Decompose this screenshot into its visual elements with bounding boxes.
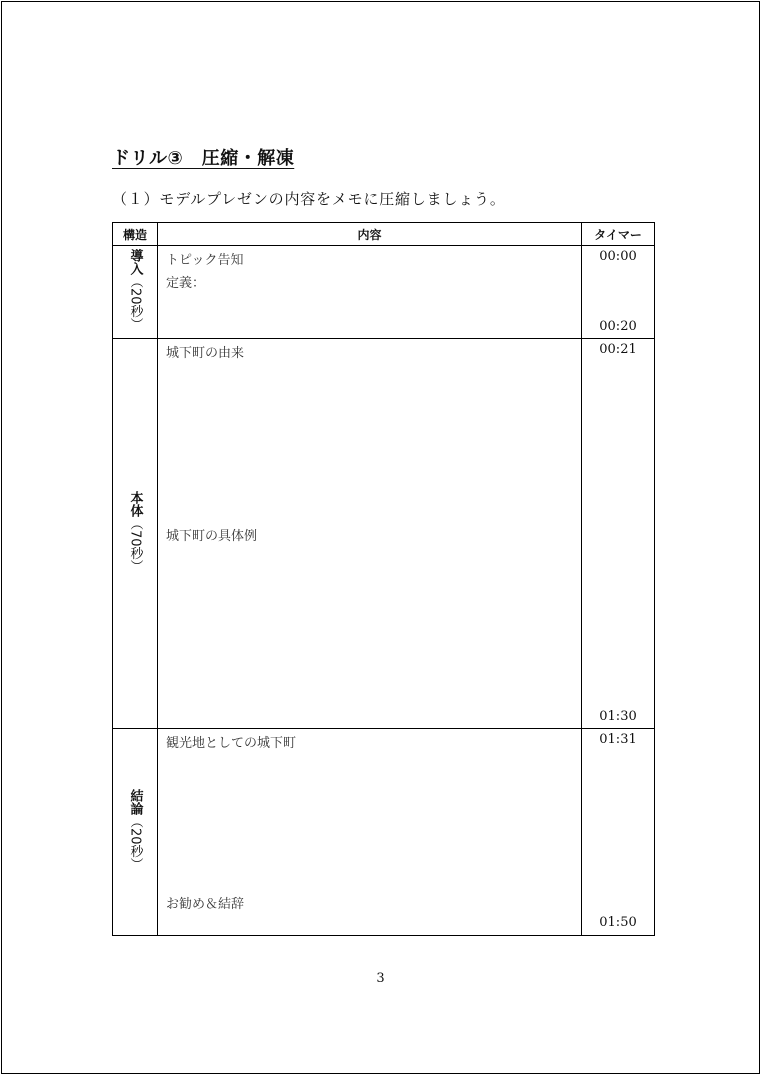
structure-duration: （70秒） (127, 516, 143, 573)
timer-start: 00:00 (599, 249, 637, 264)
content-item-examples: 城下町の具体例 (166, 529, 258, 544)
structure-duration: （20秒） (127, 815, 143, 871)
page-number: 3 (376, 971, 385, 986)
header-content: 内容 (158, 223, 582, 246)
content-cell[interactable] (158, 246, 582, 339)
structure-cell (113, 729, 158, 936)
structure-name: 本体 (127, 490, 143, 517)
structure-duration: （20秒） (127, 275, 143, 331)
structure-label-introduction (129, 249, 142, 331)
table-header-row (113, 223, 655, 246)
structure-name: 導入 (127, 249, 143, 276)
table-row-body (113, 339, 655, 729)
timer-start: 01:31 (599, 732, 637, 747)
section-heading: （１）モデルプレゼンの内容をメモに圧縮しましょう。 (112, 190, 506, 208)
content-item-definition: 定義： (166, 276, 206, 291)
structure-name: 結論 (127, 789, 143, 816)
timer-cell (582, 246, 655, 339)
drill-title: ドリル③ 圧縮・解凍 (112, 148, 295, 169)
content-item-tourism: 観光地としての城下町 (166, 736, 297, 751)
document-page (1, 1, 760, 1074)
content-item-recommendation: お勧め＆結辞 (166, 897, 245, 912)
content-item-topic: トピック告知 (166, 253, 244, 268)
structure-label-body (129, 491, 142, 573)
content-item-origin: 城下町の由来 (166, 346, 245, 361)
timer-end: 00:20 (599, 319, 637, 334)
structure-cell (113, 339, 158, 729)
timer-cell (582, 729, 655, 936)
structure-cell (113, 246, 158, 339)
timer-cell (582, 339, 655, 729)
memo-table (112, 222, 655, 936)
timer-end: 01:50 (599, 915, 637, 930)
timer-end: 01:30 (599, 709, 637, 724)
content-cell[interactable] (158, 729, 582, 936)
timer-start: 00:21 (599, 342, 637, 357)
table-row-conclusion (113, 729, 655, 936)
header-structure: 構造 (113, 223, 158, 246)
structure-label-conclusion (129, 789, 142, 871)
header-timer: タイマー (582, 223, 655, 246)
table-row-introduction (113, 246, 655, 339)
content-cell[interactable] (158, 339, 582, 729)
